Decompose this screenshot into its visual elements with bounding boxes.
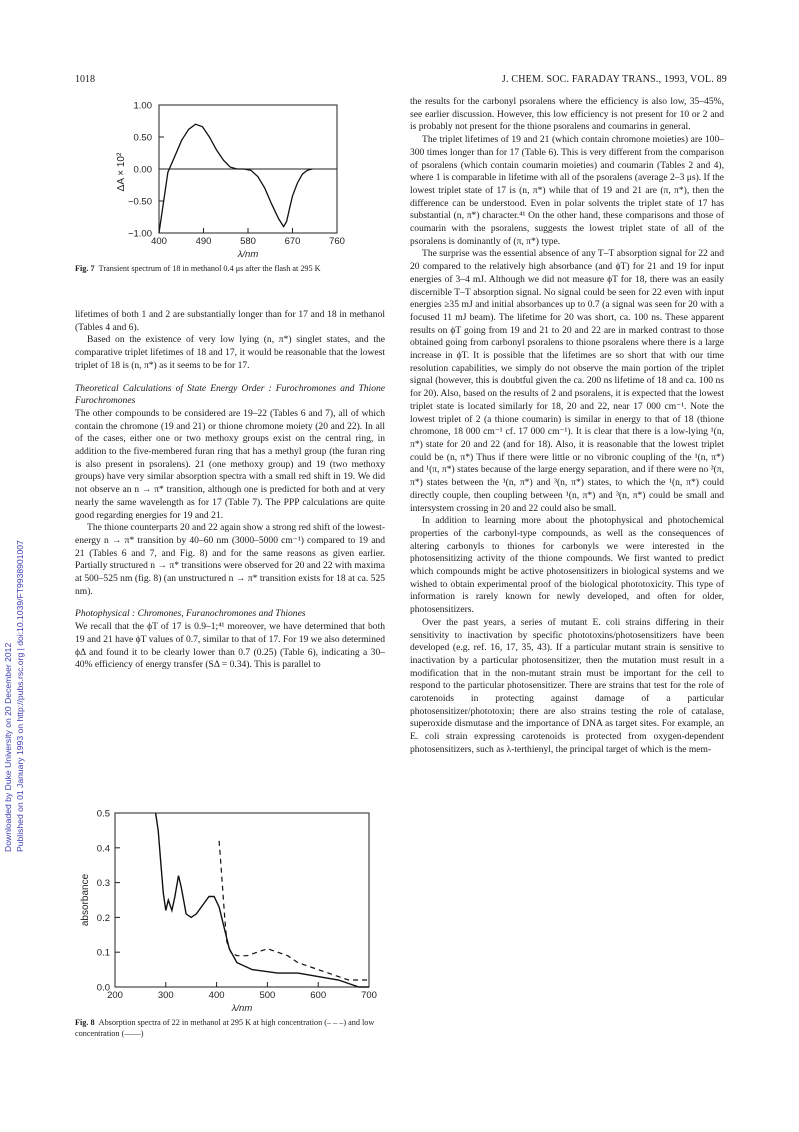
fig7-caption-text: Transient spectrum of 18 in methanol 0.4 μs after the flash at 295 K [98,264,321,273]
fig8-ytick-label: 0.0 [96,982,110,994]
fig7-ytick-label: 0.00 [133,164,152,176]
fig8-xtick-label: 200 [107,990,123,1001]
fig8-caption-text: Absorption spectra of 22 in methanol at 295 K at high concentration (– – –) and low concentration (——) [75,1018,375,1038]
fig7-ytick-label: 1.00 [133,100,152,112]
paragraph: The thione counterparts 20 and 22 again show a strong red shift of the lowest-energy n → π* transition by 40–60 nm (3000–5000 cm⁻¹) compared to 19 and 21 (Tables 6 and 7, and Fig. 8) and for the same reasons as given earlier. Partially structured n → π* transitions were observed for 20 and 22 with maxima at 500–525 nm (fig. 8) (an unstructured n → π* transition exists for 18 at ca. 525 nm). [75,522,385,597]
fig8-ytick-label: 0.2 [96,912,110,924]
figure-7-transient-spectrum [75,96,385,261]
paragraph: the results for the carbonyl psoralens where the efficiency is also low, 35–45%, see earlier discussion. However, this low efficiency is not present for 10 or 2 and is probably not present for the thione psoralens and coumarins in general. [410,96,724,133]
fig7-xlabel: λ/nm [237,249,259,260]
fig8-ytick-label: 0.3 [96,878,110,890]
section-heading: Photophysical : Chromones, Furanochromones and Thiones [75,608,306,620]
paragraph: The surprise was the essential absence of any T–T absorption signal for 22 and 20 compared to the relatively high absorbance (and ϕT) for 21 and 19 for input energies of 3–4 mJ. Although we did not measure ϕT for 18, there was an easily discernible T–T absorption signal. No signal could be seen for 22 even with input energies ≥35 mJ and initial absorbances up to 0.7 (a signal was seen for 20 with a focused 11 mJ beam). The lifetime for 20 was short, ca. 100 ns. These apparent results on ϕT going from 19 and 21 to 20 and 22 are in marked contrast to those obtained going from carbonyl psoralens to thione psoralens where there is a large increase in ϕT. It is possible that the lifetimes are so short that with our time resolution capabilities, we simply do not observe the main portion of the triplet signal (however, this is doubtful given the ca. 200 ns lifetime of 18 and ca. 100 ns for 20). Also, based on the results of 2 and psoralens, it is expected that the lowest triplet state is located similarly for 18, 20 and 22, near 17 000 cm⁻¹. Note the lowest triplet of 2 (a thione coumarin) is similar in energy to that of 18 (thione chromone, 18 000 cm⁻¹ cf. 17 000 cm⁻¹). It is clear that there is a low-lying ¹(n, π*) state for 20 and 22 (and for 18). Also, it is reasonable that the lowest triplet could be (n, π*) Thus if there were little or no vibronic coupling of the ¹(n, π*) and ¹(π, π*) states because of the large energy separation, and if there were no ³(π, π*) states between the ¹(n, π*) and ³(n, π*) states, to which the ¹(n, π*) could directly couple, then coupling between ¹(n, π*) and ³(n, π*) could be small and intersystem crossing in 20 and 22 could also be small. [410,248,724,514]
section-heading: Theoretical Calculations of State Energy Order : Furochromones and Thione Furochromones [75,382,385,407]
fig7-xtick-label: 490 [195,236,212,247]
fig7-xtick-label: 400 [151,236,167,247]
page-number: 1018 [75,74,95,85]
fig7-ylabel: ΔA × 10² [116,152,127,192]
fig7-xtick-label: 580 [240,236,256,247]
fig8-ytick-label: 0.1 [96,947,110,959]
fig7-xtick-label: 760 [329,236,345,247]
fig8-caption-label: Fig. 8 [75,1018,95,1027]
paragraph: Over the past years, a series of mutant E. coli strains differing in their sensitivity to inactivation by specific phototoxins/photosensitizers have been developed (e.g. ref. 16, 17, 35, 43). If a particular mutant strain is sensitive to inactivation by a particular photosensitizer, then the mutation must result in a modification that in the non-mutant strain must be important for the cell to respond to the particular photosensitizer. There are strains that test for the role of carotenoids in protecting against damage of a particular photosensitizer/phototoxin; there are also strains testing the role of catalase, superoxide dismutase and the importance of DNA as target sites. For example, an E. coli strain expressing carotenoids is protected from oxygen-dependent photosensitizers, such as λ-terthienyl, the principal target of which is the mem- [410,616,724,755]
fig7-ytick-label: −1.00 [127,228,152,240]
paragraph: The triplet lifetimes of 19 and 21 (which contain chromone moieties) are 100–300 times longer than for 17 (Table 6). This is very different from the comparison of psoralens (which contain coumarin moieties) and coumarin (Tables 2 and 4), where 1 is comparable in lifetime with all of the psoralens (average 2–3 μs). If the lowest triplet state of 17 is (n, π*) while that of 19 and 21 are (π, π*), then the difference can be understood. Even in polar solvents the triplet state of 17 has substantial (n, π*) character.⁴¹ On the other hand, these comparisons and those of coumarin with the psoralens, suggests the lowest triplet state of all of the psoralens is dominantly of (π, π*) type. [410,134,724,247]
published-notice: Published on 01 January 1993 on http://pubs.rsc.org | doi:10.1039/FT9938901007 [15,540,25,852]
downloaded-notice: Downloaded by Duke University on 20 December 2012 [3,642,13,852]
fig8-xtick-label: 400 [208,990,225,1001]
fig8-plot-frame [115,813,369,987]
fig7-series-line [159,124,312,233]
paragraph: lifetimes of both 1 and 2 are substantially longer than for 17 and 18 in methanol (Tables 4 and 6). [75,309,385,333]
fig7-xtick-label: 670 [284,236,301,247]
fig7-caption-label: Fig. 7 [75,264,95,273]
download-sidebar [2,0,28,1132]
fig7-caption [75,264,375,275]
journal-running-head: J. CHEM. SOC. FARADAY TRANS., 1993, VOL. 89 [501,74,727,85]
fig7-ytick-label: 0.50 [133,132,152,144]
fig7-ytick-label: −0.50 [127,196,152,208]
right-column-text [410,96,724,757]
left-column-text [75,309,385,672]
fig8-xtick-label: 600 [310,990,327,1001]
fig8-xtick-label: 300 [157,990,174,1001]
paragraph: The other compounds to be considered are 19–22 (Tables 6 and 7), all of which contain the chromone (19 and 21) or thione chromone moiety (20 and 22). In all of the cases, either one or two methoxy groups exist on the central ring, in addition to the five-membered furan ring that has a methyl group (the furan ring is also present in psoralens). 21 (one methoxy group) and 19 (two methoxy groups) have very similar absorption spectra with a small red shift in 19. We did not observe an n → π* transition, although one is predicted for both and at very nearly the same wavelength as for 17 (Table 7). The PPP calculations are quite good regarding energies for 19 and 21. [75,407,385,521]
fig8-ytick-label: 0.4 [96,843,110,855]
fig8-xlabel: λ/nm [231,1003,253,1014]
fig8-caption [75,1018,375,1039]
paragraph: In addition to learning more about the photophysical and photochemical properties of the carbonyl-type compounds, as well as the consequences of altering carbonyls to thiones for carbonyls we were interested in the photosensitizing activity of the thione compounds. We first wanted to predict which compounds might be active photosensitizers in biological systems and we wished to obtain experimental proof of the biological phototoxicity. This type of information is rarely known for newly developed, and often for older, photosensitizers. [410,515,724,616]
fig8-xtick-label: 700 [361,990,377,1001]
fig8-ytick-label: 0.5 [96,808,110,820]
fig8-xtick-label: 500 [259,990,276,1001]
fig8-ylabel: absorbance [80,873,91,927]
paragraph: Based on the existence of very low lying (n, π*) singlet states, and the comparative triplet lifetimes of 18 and 17, it would be reasonable that the lowest triplet of 18 is (n, π*) as it seems to be for 17. [75,334,385,371]
fig8-series-low-concentration [156,813,369,987]
fig8-series-high-concentration [219,841,369,980]
paragraph: We recall that the ϕT of 17 is 0.9–1;⁴¹ moreover, we have determined that both 19 and 21 have ϕT values of 0.7, similar to that of 17. For 19 we also determined ϕΔ and found it to be clearly lower than 0.7 (0.25) (Table 6), indicating a 30–40% efficiency of energy transfer (SΔ = 0.34). This is parallel to [75,621,385,671]
figure-8-absorption-spectra [75,805,385,1015]
